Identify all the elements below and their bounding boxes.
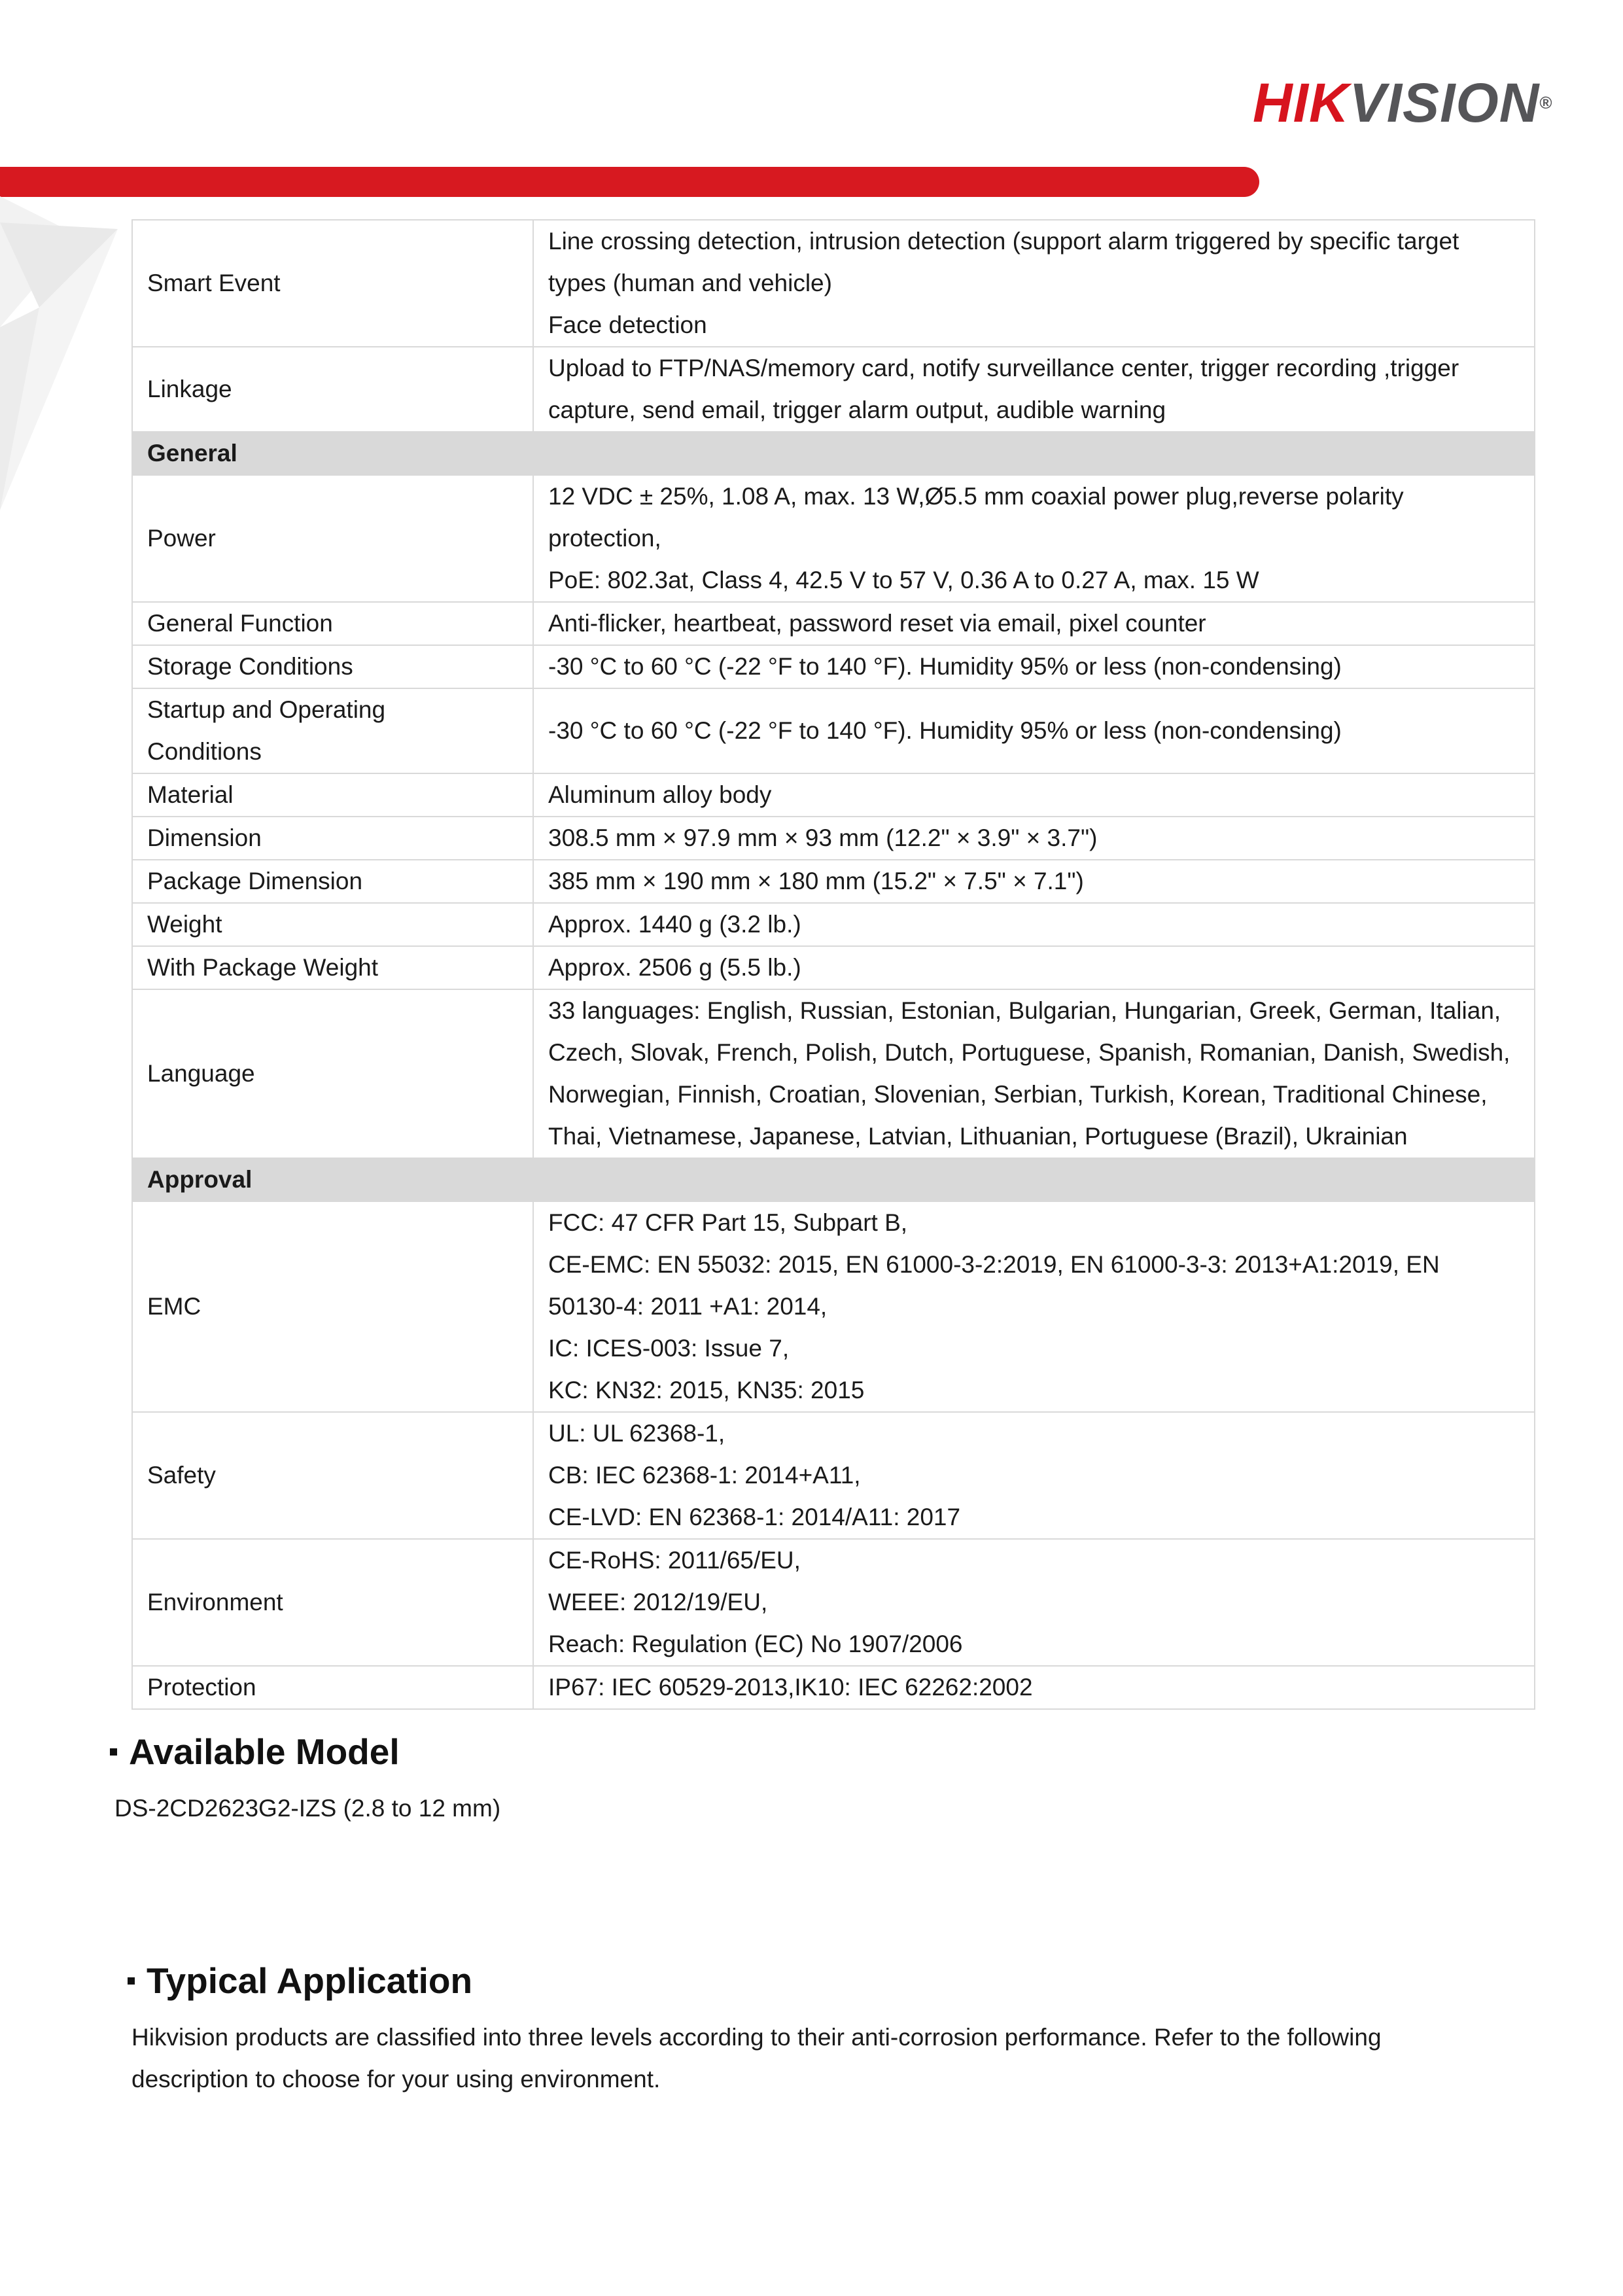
- section-title: Approval: [132, 1158, 1535, 1201]
- spec-label: Storage Conditions: [132, 645, 533, 688]
- specification-table-body: [132, 220, 1535, 1709]
- spec-value: -30 °C to 60 °C (-22 °F to 140 °F). Humidity 95% or less (non-condensing): [533, 645, 1535, 688]
- table-row: [132, 688, 1535, 773]
- spec-value: 308.5 mm × 97.9 mm × 93 mm (12.2" × 3.9" × 3.7"): [533, 817, 1535, 860]
- spec-label: EMC: [132, 1201, 533, 1412]
- table-row: [132, 1539, 1535, 1666]
- square-bullet-icon: [128, 1977, 135, 1985]
- table-row: [132, 903, 1535, 946]
- spec-label: Dimension: [132, 817, 533, 860]
- spec-value: Anti-flicker, heartbeat, password reset via email, pixel counter: [533, 602, 1535, 645]
- spec-value: -30 °C to 60 °C (-22 °F to 140 °F). Humidity 95% or less (non-condensing): [533, 688, 1535, 773]
- typical-application-text: Hikvision products are classified into three levels according to their anti-corrosion performance. Refer to the following description to choose for your using environment.: [131, 2024, 1382, 2093]
- table-row: [132, 989, 1535, 1158]
- table-row: [132, 602, 1535, 645]
- spec-label: Smart Event: [132, 220, 533, 347]
- typical-application-heading: [128, 1960, 472, 2002]
- available-model-heading-text: Available Model: [129, 1731, 400, 1772]
- logo-part-hik: HIK: [1253, 72, 1350, 133]
- spec-value: CE-RoHS: 2011/65/EU, WEEE: 2012/19/EU, Reach: Regulation (EC) No 1907/2006: [533, 1539, 1535, 1666]
- spec-value: FCC: 47 CFR Part 15, Subpart B, CE-EMC: EN 55032: 2015, EN 61000-3-2:2019, EN 61000-3-3: 2013+A1:2019, EN 50130-4: 2011 +A1: 2014, IC: ICES-003: Issue 7, KC: KN32: 2015, KN35: 2015: [533, 1201, 1535, 1412]
- decorative-triangles: [0, 196, 131, 523]
- table-section-header: [132, 432, 1535, 475]
- brand-logo: [1253, 73, 1553, 132]
- spec-label: Material: [132, 773, 533, 817]
- spec-label: Protection: [132, 1666, 533, 1709]
- spec-value: Approx. 2506 g (5.5 lb.): [533, 946, 1535, 989]
- spec-value: Approx. 1440 g (3.2 lb.): [533, 903, 1535, 946]
- spec-value: UL: UL 62368-1, CB: IEC 62368-1: 2014+A11, CE-LVD: EN 62368-1: 2014/A11: 2017: [533, 1412, 1535, 1539]
- spec-value: 33 languages: English, Russian, Estonian, Bulgarian, Hungarian, Greek, German, Italian, Czech, Slovak, French, Polish, Dutch, Portuguese, Spanish, Romanian, Danish, Swedish, Norwegian, Finnish, Croatian, Slovenian, Serbian, Turkish, Korean, Traditional Chinese, Thai, Vietnamese, Japanese, Latvian, Lithuanian, Portuguese (Brazil), Ukrainian: [533, 989, 1535, 1158]
- available-model-heading: [110, 1731, 400, 1773]
- spec-value: Line crossing detection, intrusion detection (support alarm triggered by specific target types (human and vehicle) Face detection: [533, 220, 1535, 347]
- spec-value: IP67: IEC 60529-2013,IK10: IEC 62262:2002: [533, 1666, 1535, 1709]
- spec-label: Startup and Operating Conditions: [132, 688, 533, 773]
- table-row: [132, 645, 1535, 688]
- spec-value: Aluminum alloy body: [533, 773, 1535, 817]
- spec-label: Weight: [132, 903, 533, 946]
- table-row: [132, 475, 1535, 602]
- spec-label: Power: [132, 475, 533, 602]
- section-title: General: [132, 432, 1535, 475]
- spec-label: Language: [132, 989, 533, 1158]
- table-row: [132, 220, 1535, 347]
- spec-label: Package Dimension: [132, 860, 533, 903]
- table-row: [132, 1412, 1535, 1539]
- specification-table: [131, 219, 1535, 1710]
- spec-value: Upload to FTP/NAS/memory card, notify surveillance center, trigger recording ,trigger capture, send email, trigger alarm output, audible warning: [533, 347, 1535, 432]
- typical-application-heading-text: Typical Application: [147, 1960, 473, 2001]
- spec-label: With Package Weight: [132, 946, 533, 989]
- table-row: [132, 1666, 1535, 1709]
- square-bullet-icon: [110, 1748, 117, 1756]
- logo-part-vision: VISION: [1349, 72, 1540, 133]
- header-accent-bar: [0, 167, 1259, 197]
- table-row: [132, 347, 1535, 432]
- table-section-header: [132, 1158, 1535, 1201]
- spec-label: Safety: [132, 1412, 533, 1539]
- table-row: [132, 860, 1535, 903]
- available-model-text: DS-2CD2623G2-IZS (2.8 to 12 mm): [114, 1795, 501, 1822]
- table-row: [132, 773, 1535, 817]
- logo-registered-mark: ®: [1539, 93, 1553, 113]
- table-row: [132, 1201, 1535, 1412]
- table-row: [132, 817, 1535, 860]
- spec-label: General Function: [132, 602, 533, 645]
- spec-label: Linkage: [132, 347, 533, 432]
- spec-value: 12 VDC ± 25%, 1.08 A, max. 13 W,Ø5.5 mm coaxial power plug,reverse polarity protection, PoE: 802.3at, Class 4, 42.5 V to 57 V, 0.36 A to 0.27 A, max. 15 W: [533, 475, 1535, 602]
- table-row: [132, 946, 1535, 989]
- spec-label: Environment: [132, 1539, 533, 1666]
- spec-value: 385 mm × 190 mm × 180 mm (15.2" × 7.5" × 7.1"): [533, 860, 1535, 903]
